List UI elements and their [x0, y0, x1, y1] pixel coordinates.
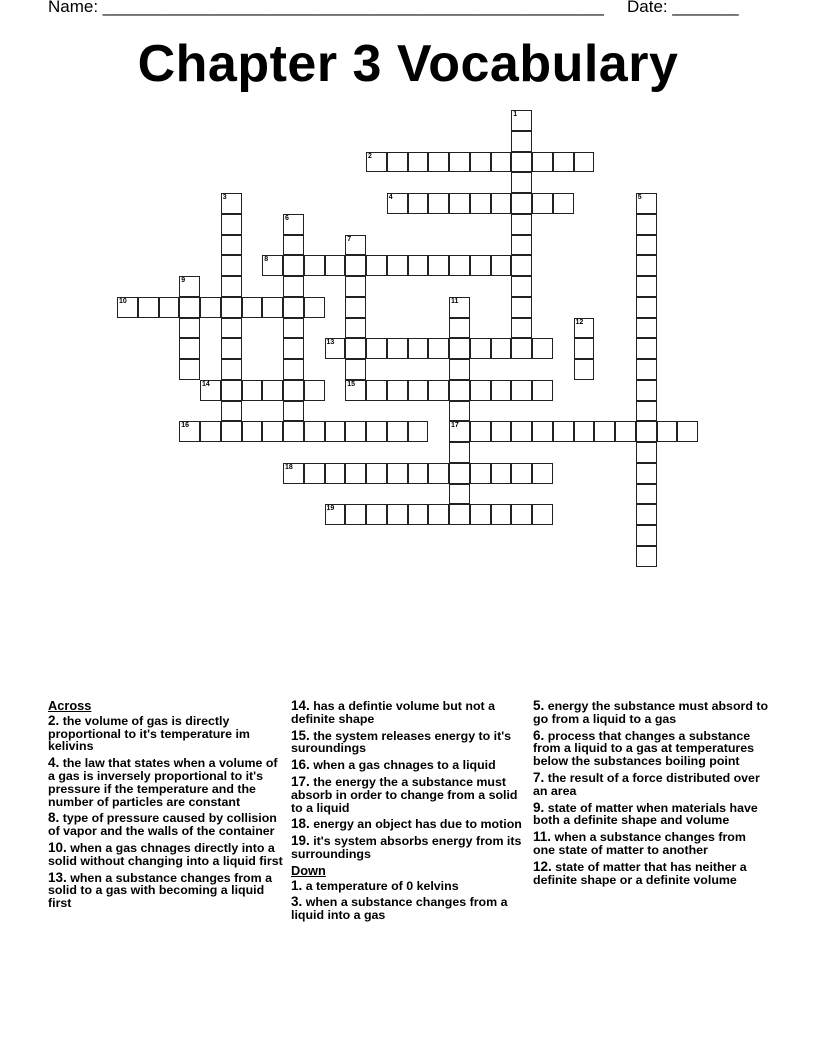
- crossword-cell[interactable]: [449, 255, 470, 276]
- crossword-cell[interactable]: [179, 338, 200, 359]
- crossword-cell[interactable]: [574, 421, 595, 442]
- crossword-cell[interactable]: [532, 380, 553, 401]
- crossword-cell[interactable]: [304, 463, 325, 484]
- clue-number: 13: [326, 339, 335, 347]
- crossword-cell[interactable]: [449, 338, 470, 359]
- crossword-cell[interactable]: [594, 421, 615, 442]
- clue-down-11: 11. when a substance changes from one state of matter to another: [533, 829, 746, 857]
- crossword-cell[interactable]: [221, 235, 242, 256]
- crossword-cell[interactable]: [532, 338, 553, 359]
- crossword-cell[interactable]: [470, 193, 491, 214]
- crossword-grid: [117, 110, 717, 590]
- clue-number: 6: [285, 214, 289, 222]
- crossword-cell[interactable]: [345, 255, 366, 276]
- name-field-label: Name: _____________________________________________________: [48, 0, 604, 16]
- crossword-cell[interactable]: [345, 504, 366, 525]
- crossword-cell[interactable]: [636, 421, 657, 442]
- crossword-cell[interactable]: [387, 504, 408, 525]
- crossword-cell[interactable]: [636, 338, 657, 359]
- crossword-cell[interactable]: [262, 380, 283, 401]
- clue-number: 17: [451, 422, 459, 430]
- crossword-cell[interactable]: [532, 463, 553, 484]
- clue-across-4: 4. the law that states when a volume of a gas is inversely proportional to it's pressure if the temperature and the number of particles are constant: [48, 755, 278, 809]
- crossword-cell[interactable]: [428, 380, 449, 401]
- crossword-cell[interactable]: [242, 421, 263, 442]
- crossword-cell[interactable]: [636, 546, 657, 567]
- crossword-cell[interactable]: [304, 255, 325, 276]
- down-heading: Down: [291, 862, 326, 878]
- crossword-cell[interactable]: [387, 255, 408, 276]
- crossword-cell[interactable]: [283, 255, 304, 276]
- clue-down-9: 9. state of matter when materials have both a definite shape and volume: [533, 799, 758, 828]
- crossword-cell[interactable]: [366, 380, 387, 401]
- crossword-cell[interactable]: [200, 297, 221, 318]
- crossword-cell[interactable]: [636, 235, 657, 256]
- crossword-cell[interactable]: [283, 380, 304, 401]
- crossword-cell[interactable]: [304, 421, 325, 442]
- crossword-cell[interactable]: [449, 297, 470, 318]
- clue-number: 9: [181, 277, 186, 284]
- clue-number: 4: [388, 194, 393, 201]
- crossword-cell[interactable]: [221, 318, 242, 339]
- crossword-cell[interactable]: [470, 504, 491, 525]
- crossword-cell[interactable]: [491, 338, 512, 359]
- crossword-cell[interactable]: [221, 401, 242, 422]
- date-field-label: Date: _______: [627, 0, 739, 16]
- crossword-cell[interactable]: [511, 235, 532, 256]
- across-heading: Across: [48, 698, 92, 713]
- clue-number: 12: [575, 318, 584, 326]
- crossword-cell[interactable]: [470, 152, 491, 173]
- crossword-cell[interactable]: [408, 193, 429, 214]
- crossword-cell[interactable]: [511, 276, 532, 297]
- crossword-cell[interactable]: [449, 421, 470, 442]
- crossword-cell[interactable]: [532, 193, 553, 214]
- clue-across-14: 14. has a defintie volume but not a definite shape: [291, 698, 495, 726]
- crossword-cell[interactable]: [366, 504, 387, 525]
- crossword-cell[interactable]: [428, 255, 449, 276]
- crossword-cell[interactable]: [325, 255, 346, 276]
- crossword-cell[interactable]: [657, 421, 678, 442]
- crossword-cell[interactable]: [366, 338, 387, 359]
- crossword-cell[interactable]: [553, 421, 574, 442]
- crossword-cell[interactable]: [221, 380, 242, 401]
- crossword-cell[interactable]: [221, 276, 242, 297]
- crossword-cell[interactable]: [470, 255, 491, 276]
- crossword-cell[interactable]: [366, 421, 387, 442]
- crossword-cell[interactable]: [408, 338, 429, 359]
- page-title: Chapter 3 Vocabulary: [137, 35, 679, 93]
- crossword-cell[interactable]: [221, 338, 242, 359]
- crossword-cell[interactable]: [449, 193, 470, 214]
- crossword-cell[interactable]: [449, 152, 470, 173]
- clue-across-13: 13. when a substance changes from a solid to a gas with becoming a liquid first: [48, 869, 272, 911]
- crossword-cell[interactable]: [366, 152, 387, 173]
- crossword-cell[interactable]: [428, 504, 449, 525]
- clue-number: 2: [368, 152, 372, 160]
- crossword-cell[interactable]: [491, 255, 512, 276]
- crossword-cell[interactable]: [387, 193, 408, 214]
- crossword-cell[interactable]: [574, 318, 595, 339]
- crossword-cell[interactable]: [262, 297, 283, 318]
- crossword-cell[interactable]: [325, 463, 346, 484]
- clue-number: 3: [222, 194, 227, 201]
- clue-number: 11: [451, 297, 459, 305]
- crossword-cell[interactable]: [470, 338, 491, 359]
- crossword-cell[interactable]: [470, 380, 491, 401]
- crossword-cell[interactable]: [511, 421, 532, 442]
- clue-number: 16: [181, 422, 190, 430]
- crossword-cell[interactable]: [345, 235, 366, 256]
- crossword-cell[interactable]: [449, 484, 470, 505]
- crossword-cell[interactable]: [574, 359, 595, 380]
- crossword-cell[interactable]: [283, 318, 304, 339]
- clue-across-16: 16. when a gas chnages to a liquid: [291, 757, 496, 773]
- crossword-cell[interactable]: [408, 421, 429, 442]
- crossword-cell[interactable]: [615, 421, 636, 442]
- clue-down-12: 12. state of matter that has neither a definite shape or a definite volume: [533, 858, 747, 887]
- clue-across-10: 10. when a gas chnages directly into a solid without changing into a liquid first: [48, 839, 283, 868]
- crossword-cell[interactable]: [325, 421, 346, 442]
- clue-number: 7: [347, 235, 352, 243]
- crossword-cell[interactable]: [511, 193, 532, 214]
- crossword-cell[interactable]: [408, 380, 429, 401]
- crossword-cell[interactable]: [636, 318, 657, 339]
- crossword-cell[interactable]: [283, 463, 304, 484]
- crossword-cell[interactable]: [428, 193, 449, 214]
- crossword-cell[interactable]: [511, 172, 532, 193]
- crossword-cell[interactable]: [636, 401, 657, 422]
- crossword-cell[interactable]: [511, 504, 532, 525]
- crossword-cell[interactable]: [179, 276, 200, 297]
- crossword-cell[interactable]: [117, 297, 138, 318]
- crossword-cell[interactable]: [491, 193, 512, 214]
- clue-number: 19: [326, 505, 335, 513]
- crossword-cell[interactable]: [636, 380, 657, 401]
- crossword-cell[interactable]: [449, 401, 470, 422]
- clue-down-7: 7. the result of a force distributed over an area: [533, 769, 760, 798]
- crossword-cell[interactable]: [636, 359, 657, 380]
- clue-across-8: 8. type of pressure caused by collision of vapor and the walls of the container: [48, 810, 277, 839]
- crossword-cell[interactable]: [636, 297, 657, 318]
- crossword-cell[interactable]: [491, 504, 512, 525]
- crossword-cell[interactable]: [345, 338, 366, 359]
- crossword-cell[interactable]: [574, 338, 595, 359]
- crossword-cell[interactable]: [345, 276, 366, 297]
- crossword-cell[interactable]: [636, 504, 657, 525]
- crossword-cell[interactable]: [221, 255, 242, 276]
- crossword-cell[interactable]: [408, 255, 429, 276]
- crossword-cell[interactable]: [242, 297, 263, 318]
- crossword-cell[interactable]: [325, 504, 346, 525]
- crossword-cell[interactable]: [470, 463, 491, 484]
- crossword-cell[interactable]: [262, 421, 283, 442]
- clue-number: 10: [119, 297, 127, 305]
- crossword-cell[interactable]: [283, 401, 304, 422]
- crossword-cell[interactable]: [511, 338, 532, 359]
- crossword-cell[interactable]: [511, 214, 532, 235]
- crossword-cell[interactable]: [449, 463, 470, 484]
- clue-number: 18: [285, 463, 293, 471]
- crossword-cell[interactable]: [449, 380, 470, 401]
- crossword-cell[interactable]: [636, 214, 657, 235]
- crossword-cell[interactable]: [408, 504, 429, 525]
- crossword-cell[interactable]: [283, 338, 304, 359]
- crossword-cell[interactable]: [221, 297, 242, 318]
- crossword-cell[interactable]: [532, 152, 553, 173]
- crossword-cell[interactable]: [387, 463, 408, 484]
- crossword-cell[interactable]: [345, 297, 366, 318]
- crossword-cell[interactable]: [408, 463, 429, 484]
- clue-number: 1: [513, 111, 518, 118]
- crossword-cell[interactable]: [262, 255, 283, 276]
- crossword-cell[interactable]: [221, 193, 242, 214]
- crossword-cell[interactable]: [283, 276, 304, 297]
- crossword-cell[interactable]: [221, 359, 242, 380]
- clue-number: 5: [637, 194, 642, 201]
- crossword-cell[interactable]: [179, 359, 200, 380]
- crossword-cell[interactable]: [511, 110, 532, 131]
- crossword-cell[interactable]: [387, 152, 408, 173]
- crossword-cell[interactable]: [200, 380, 221, 401]
- crossword-cell[interactable]: [179, 297, 200, 318]
- crossword-cell[interactable]: [511, 463, 532, 484]
- crossword-cell[interactable]: [491, 421, 512, 442]
- crossword-cell[interactable]: [449, 359, 470, 380]
- crossword-cell[interactable]: [553, 152, 574, 173]
- crossword-cell[interactable]: [221, 421, 242, 442]
- crossword-cell[interactable]: [428, 152, 449, 173]
- crossword-cell[interactable]: [200, 421, 221, 442]
- clue-down-1: 1. a temperature of 0 kelvins: [291, 877, 459, 893]
- crossword-cell[interactable]: [532, 421, 553, 442]
- clue-across-2: 2. the volume of gas is directly proportional to it's temperature im kelivins: [48, 712, 250, 754]
- crossword-cell[interactable]: [449, 442, 470, 463]
- crossword-cell[interactable]: [179, 318, 200, 339]
- crossword-cell[interactable]: [449, 504, 470, 525]
- clue-number: 14: [202, 380, 210, 388]
- clue-down-6: 6. process that changes a substance from a liquid to a gas at temperatures below the substances boiling point: [533, 727, 755, 769]
- crossword-cell[interactable]: [283, 235, 304, 256]
- clue-across-19: 19. it's system absorbs energy from its surroundings: [291, 833, 522, 861]
- crossword-cell[interactable]: [283, 214, 304, 235]
- clue-number: 8: [264, 256, 269, 264]
- crossword-cell[interactable]: [242, 380, 263, 401]
- crossword-cell[interactable]: [159, 297, 180, 318]
- crossword-cell[interactable]: [511, 318, 532, 339]
- crossword-cell[interactable]: [511, 297, 532, 318]
- crossword-cell[interactable]: [636, 525, 657, 546]
- crossword-cell[interactable]: [428, 338, 449, 359]
- crossword-cell[interactable]: [179, 421, 200, 442]
- crossword-cell[interactable]: [345, 421, 366, 442]
- crossword-cell[interactable]: [470, 421, 491, 442]
- crossword-cell[interactable]: [387, 338, 408, 359]
- crossword-cell[interactable]: [511, 380, 532, 401]
- crossword-cell[interactable]: [304, 380, 325, 401]
- crossword-cell[interactable]: [491, 380, 512, 401]
- clues-column-2: [291, 700, 527, 926]
- crossword-cell[interactable]: [304, 297, 325, 318]
- crossword-cell[interactable]: [345, 318, 366, 339]
- clue-number: 15: [347, 380, 356, 388]
- crossword-cell[interactable]: [532, 504, 553, 525]
- crossword-cell[interactable]: [366, 463, 387, 484]
- crossword-cell[interactable]: [283, 297, 304, 318]
- crossword-cell[interactable]: [325, 338, 346, 359]
- crossword-cell[interactable]: [491, 152, 512, 173]
- crossword-cell[interactable]: [677, 421, 698, 442]
- clues-column-3: [533, 700, 769, 890]
- crossword-cell[interactable]: [511, 131, 532, 152]
- crossword-cell[interactable]: [283, 359, 304, 380]
- crossword-cell[interactable]: [636, 463, 657, 484]
- crossword-cell[interactable]: [345, 359, 366, 380]
- clue-across-17: 17. the energy the a substance must absorb in order to change from a solid to a liquid: [291, 773, 518, 815]
- crossword-cell[interactable]: [511, 255, 532, 276]
- crossword-cell[interactable]: [408, 152, 429, 173]
- crossword-cell[interactable]: [221, 214, 242, 235]
- clue-across-15: 15. the system releases energy to it's suroundings: [291, 727, 512, 756]
- clue-across-18: 18. energy an object has due to motion: [291, 816, 522, 832]
- crossword-cell[interactable]: [387, 380, 408, 401]
- crossword-cell[interactable]: [511, 152, 532, 173]
- crossword-cell[interactable]: [449, 318, 470, 339]
- crossword-cell[interactable]: [553, 193, 574, 214]
- crossword-cell[interactable]: [574, 152, 595, 173]
- crossword-cell[interactable]: [636, 442, 657, 463]
- crossword-cell[interactable]: [636, 276, 657, 297]
- crossword-cell[interactable]: [345, 380, 366, 401]
- crossword-cell[interactable]: [636, 255, 657, 276]
- crossword-cell[interactable]: [138, 297, 159, 318]
- crossword-cell[interactable]: [636, 193, 657, 214]
- crossword-cell[interactable]: [491, 463, 512, 484]
- crossword-cell[interactable]: [428, 463, 449, 484]
- crossword-cell[interactable]: [387, 421, 408, 442]
- clues-column-1: [48, 700, 284, 914]
- crossword-cell[interactable]: [366, 255, 387, 276]
- crossword-cell[interactable]: [636, 484, 657, 505]
- crossword-cell[interactable]: [345, 463, 366, 484]
- clue-down-3: 3. when a substance changes from a liquid into a gas: [291, 894, 508, 923]
- clue-down-5: 5. energy the substance must absord to go from a liquid to a gas: [533, 698, 769, 726]
- crossword-cell[interactable]: [283, 421, 304, 442]
